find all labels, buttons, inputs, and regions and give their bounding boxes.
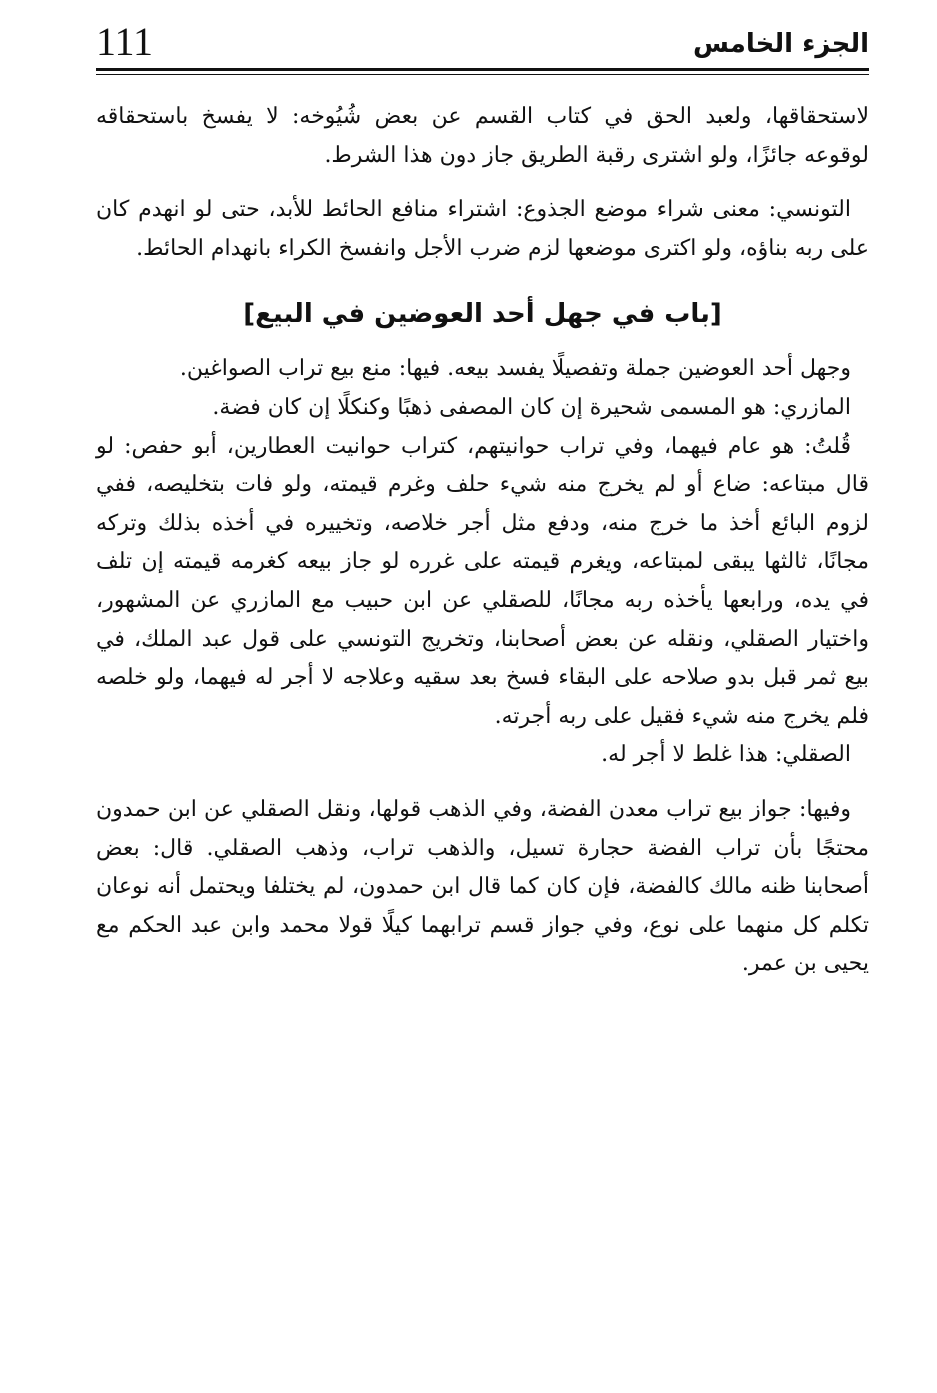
section-heading: [باب في جهل أحد العوضين في البيع] [243,299,722,330]
paragraph-3: وجهل أحد العوضين جملة وتفصيلًا يفسد بيعه. فيها: منع بيع تراب الصواغين. [179,356,851,382]
paragraph-6: الصقلي: هذا غلط لا أجر له. [601,742,851,768]
paragraph-2: التونسي: معنى شراء موضع الجذوع: اشتراء منافع الحائط للأبد، حتى لو انهدم كان على ربه بناؤه، ولو اكترى موضعها لزم ضرب الأجل وانفسخ الكراء بانهدام الحائط. [96,197,869,261]
header-rule-thin [96,74,869,75]
paragraph-5: قُلتُ: هو عام فيهما، وفي تراب حوانيتهم، كتراب حوانيت العطارين، أبو حفص: لو قال مبتاعه: ضاع أو لم يخرج منه شيء حلف وغرم قيمته، ولو فات بتخليصه، ففي لزوم البائع أخذ ما خرج منه، ودفع مثل أجر خلاصه، وتخييره في أخذه بذلك وتركه مجانًا، ثالثها يبقى لمبتاعه، ويغرم قيمته على غرره لو جاز بيعه كغرمه قيمته إن تلف في يده، ورابعها يأخذه ربه مجانًا، للصقلي عن ابن حبيب مع المازري عن المشهور، واختيار الصقلي، ونقله عن بعض أصحابنا، وتخريج التونسي على قول عبد الملك، في بيع ثمر قبل بدو صلاحه على البقاء فسخ بعد سقيه وعلاجه لا أجر له فيهما، ولو خلصه فلم يخرج منه شيء فقيل على ربه أجرته. [96,433,870,729]
page-number: 111 [96,19,154,64]
paragraph-4: المازري: هو المسمى شحيرة إن كان المصفى ذهبًا وكنكلًا إن كان فضة. [212,394,851,420]
page-header [96,18,869,66]
page-body [96,98,869,984]
paragraph-7: وفيها: جواز بيع تراب معدن الفضة، وفي الذهب قولها، ونقل الصقلي عن ابن حمدون محتجًا بأن تراب الفضة حجارة تسيل، والذهب تراب، وذهب الصقلي. قال: بعض أصحابنا ظنه مالك كالفضة، فإن كان كما قال ابن حمدون، لم يختلفا ويحتمل أنه نوعان تكلم كل منهما على نوع، وفي جواز قسم ترابهما كيلًا قولا محمد وابن عبد الحكم مع يحيى بن عمر. [96,796,869,977]
running-title: الجزء الخامس [693,29,869,59]
paragraph-1: لاستحقاقها، ولعبد الحق في كتاب القسم عن بعض شُيُوخه: لا يفسخ باستحقاقه لوقوعه جائزًا، ولو اشترى رقبة الطريق جاز دون هذا الشرط. [96,104,869,168]
header-rule [96,68,869,71]
